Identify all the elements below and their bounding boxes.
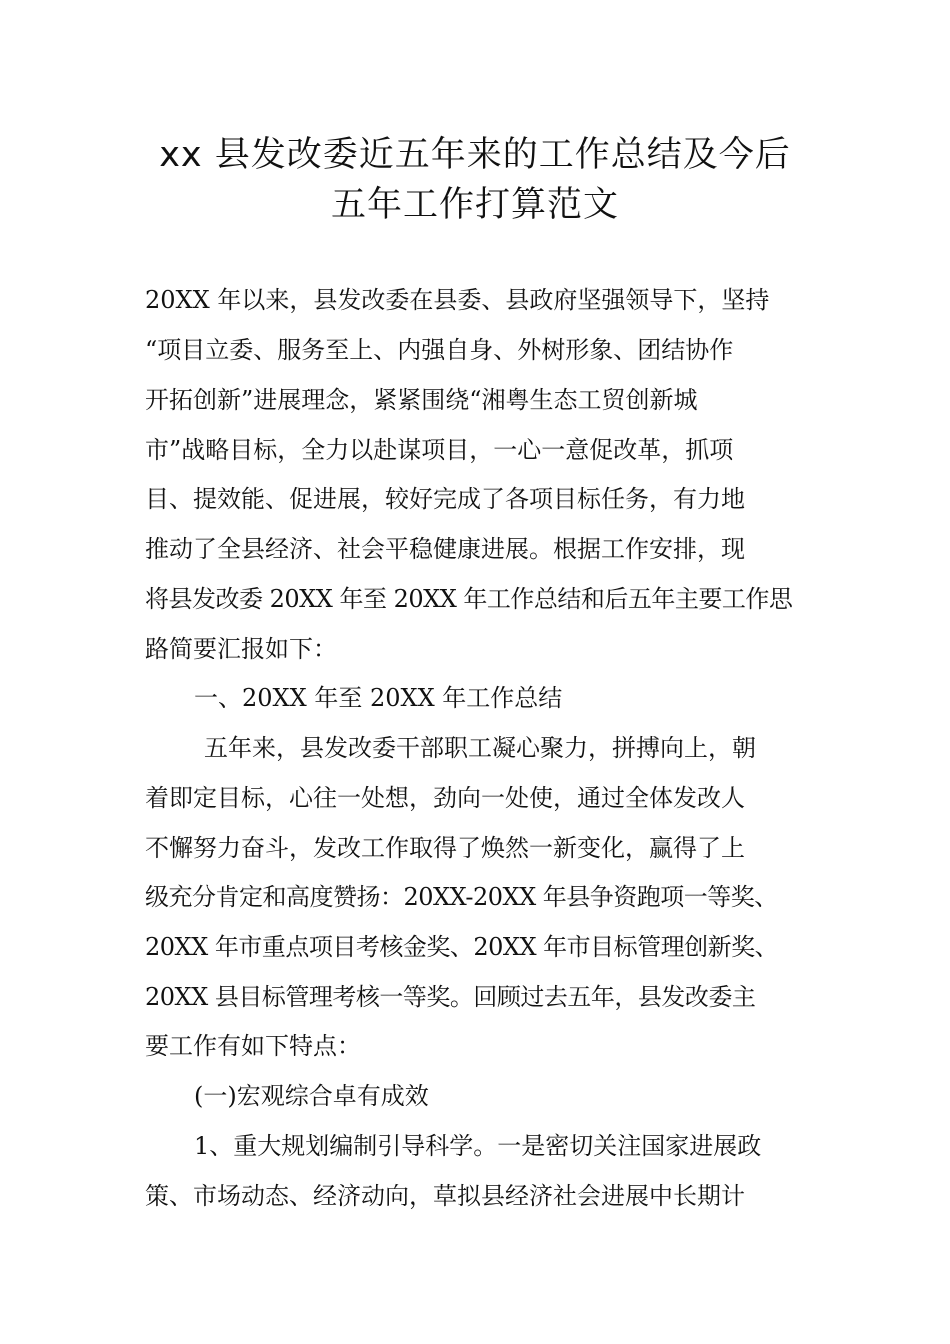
- body-line: 策、市场动态、经济动向，草拟县经济社会进展中长期计: [145, 1182, 745, 1210]
- body-line: 20XX 县目标管理考核一等奖。回顾过去五年，县发改委主: [145, 983, 756, 1011]
- body-line: 着即定目标，心往一处想，劲向一处使，通过全体发改人: [145, 784, 745, 812]
- body-line: 将县发改委 20XX 年至 20XX 年工作总结和后五年主要工作思: [145, 585, 793, 613]
- document-title-line-2: 五年工作打算范文: [330, 185, 619, 225]
- body-line: 路简要汇报如下：: [145, 635, 337, 663]
- body-line: 级充分肯定和高度赞扬：20XX-20XX 年县争资跑项一等奖、: [145, 883, 778, 911]
- body-line: 开拓创新”进展理念，紧紧围绕“湘粤生态工贸创新城: [145, 386, 698, 414]
- body-line: “项目立委、服务至上、内强自身、外树形象、团结协作: [145, 336, 734, 364]
- body-line: 五年来，县发改委干部职工凝心聚力，拼搏向上，朝: [204, 734, 756, 762]
- body-line: 1、重大规划编制引导科学。一是密切关注国家进展政: [194, 1132, 762, 1160]
- body-line: 市”战略目标，全力以赴谋项目，一心一意促改革，抓项: [145, 436, 734, 464]
- body-line: 目、提效能、促进展，较好完成了各项目标任务，有力地: [145, 485, 745, 513]
- subsection-heading: (一)宏观综合卓有成效: [194, 1082, 429, 1110]
- section-heading: 一、20XX 年至 20XX 年工作总结: [194, 684, 563, 712]
- body-line: 不懈努力奋斗，发改工作取得了焕然一新变化，赢得了上: [145, 834, 745, 862]
- document-title-line-1: xx 县发改委近五年来的工作总结及今后: [159, 135, 791, 175]
- body-line: 20XX 年市重点项目考核金奖、20XX 年市目标管理创新奖、: [145, 933, 779, 961]
- body-line: 要工作有如下特点：: [145, 1032, 361, 1060]
- body-line: 20XX 年以来，县发改委在县委、县政府坚强领导下，坚持: [145, 286, 770, 314]
- body-line: 推动了全县经济、社会平稳健康进展。根据工作安排，现: [145, 535, 745, 563]
